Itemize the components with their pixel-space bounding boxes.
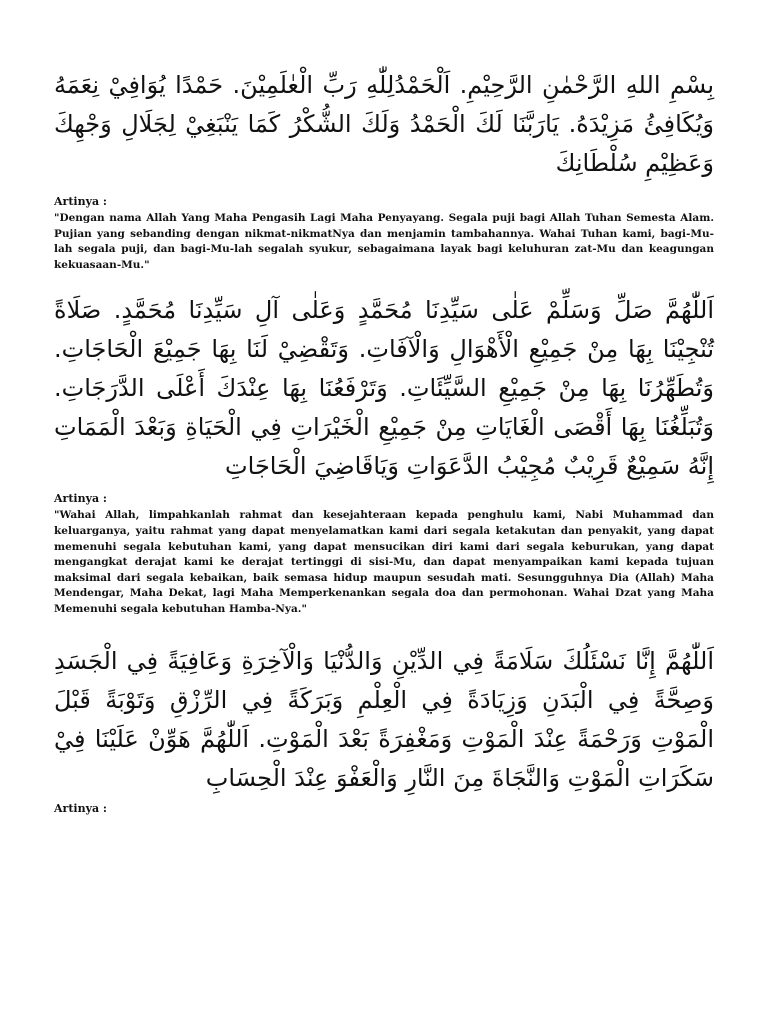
translation-text: "Dengan nama Allah Yang Maha Pengasih Lagi Maha Penyayang. Segala puji bagi Allah Tuhan Semesta Alam. Pujian yang sebanding dengan nikmat-nikmatNya dan menjamin tambahannya. Wahai Tuhan kami, bagi-Mu-lah segala puji, dan bagi-Mu-lah segalah syukur, sebagaimana layak bagi keluhuran zat-Mu dan keagungan kekuasaan-Mu." [54,212,714,271]
translation-label: Artinya : [54,801,107,815]
arabic-text: اَللّٰهُمَّ إِنَّا نَسْئَلُكَ سَلَامَةً فِي الدِّيْنِ وَالدُّنْيَا وَالْآخِرَةِ وَعَافِيَةً فِي الْجَسَدِ وَصِحَّةً فِي الْبَدَنِ وَزِيَادَةً فِي الْعِلْمِ وَبَرَكَةً فِي الرِّزْقِ وَتَوْبَةً قَبْلَ الْمَوْتِ وَرَحْمَةً عِنْدَ الْمَوْتِ وَمَغْفِرَةً بَعْدَ الْمَوْتِ. اَللّٰهُمَّ هَوِّنْ عَلَيْنَا فِيْ سَكَرَاتِ الْمَوْتِ وَالنَّجَاةَ مِنَ النَّارِ وَالْعَفْوَ عِنْدَ الْحِسَابِ [54,646,714,792]
arabic-text: بِسْمِ اللهِ الرَّحْمٰنِ الرَّحِيْمِ. اَلْحَمْدُلِلّٰهِ رَبِّ الْعٰلَمِيْنَ. حَمْدًا يُوَافِيْ نِعَمَهُ وَيُكَافِئُ مَزِيْدَهُ. يَارَبَّنَا لَكَ الْحَمْدُ وَلَكَ الشُّكْرُ كَمَا يَنْبَغِيْ لِجَلَالِ وَجْهِكَ وَعَظِيْمِ سُلْطَانِكَ [54,71,714,177]
section-opening-prayer [54,66,714,273]
arabic-text: اَللّٰهُمَّ صَلِّ وَسَلِّمْ عَلٰى سَيِّدِنَا مُحَمَّدٍ وَعَلٰى آلِ سَيِّدِنَا مُحَمَّدٍ. صَلَاةً تُنْجِيْنَا بِهَا مِنْ جَمِيْعِ الْأَهْوَالِ وَالْآفَاتِ. وَتَقْضِيْ لَنَا بِهَا جَمِيْعَ الْحَاجَاتِ. وَتُطَهِّرُنَا بِهَا مِنْ جَمِيْعِ السَّيِّئَاتِ. وَتَرْفَعُنَا بِهَا عِنْدَكَ أَعْلَى الدَّرَجَاتِ. وَتُبَلِّغُنَا بِهَا أَقْصَى الْغَايَاتِ مِنْ جَمِيْعِ الْخَيْرَاتِ فِي الْحَيَاةِ وَبَعْدَ الْمَمَاتِ إِنَّهُ سَمِيْعٌ قَرِيْبٌ مُجِيْبُ الدَّعَوَاتِ وَيَاقَاضِيَ الْحَاجَاتِ [54,296,714,481]
section-salawat [54,291,714,617]
section-supplication [54,642,714,816]
translation-label: Artinya : [54,492,107,506]
translation-label: Artinya : [54,195,107,208]
translation-text: "Wahai Allah, limpahkanlah rahmat dan kesejahteraan kepada penghulu kami, Nabi Muhammad dan keluarganya, yaitu rahmat yang dapat menyelamatkan kami dari segala ketakutan dan penyakit, yang dapat memenuhi segala kebutuhan kami, yang dapat mensucikan diri kami dari segala keburukan, yang dapat mengangkat derajat kami ke derajat tertinggi di sisi-Mu, dan dapat menyampaikan kami kepada tujuan maksimal dari segala kebaikan, baik semasa hidup maupun sesudah mati. Sesungguhnya Dia (Allah) Maha Mendengar, Maha Dekat, lagi Maha Memperkenankan segala doa dan permohonan. Wahai Dzat yang Maha Memenuhi segala kebutuhan Hamba-Nya." [54,509,714,615]
